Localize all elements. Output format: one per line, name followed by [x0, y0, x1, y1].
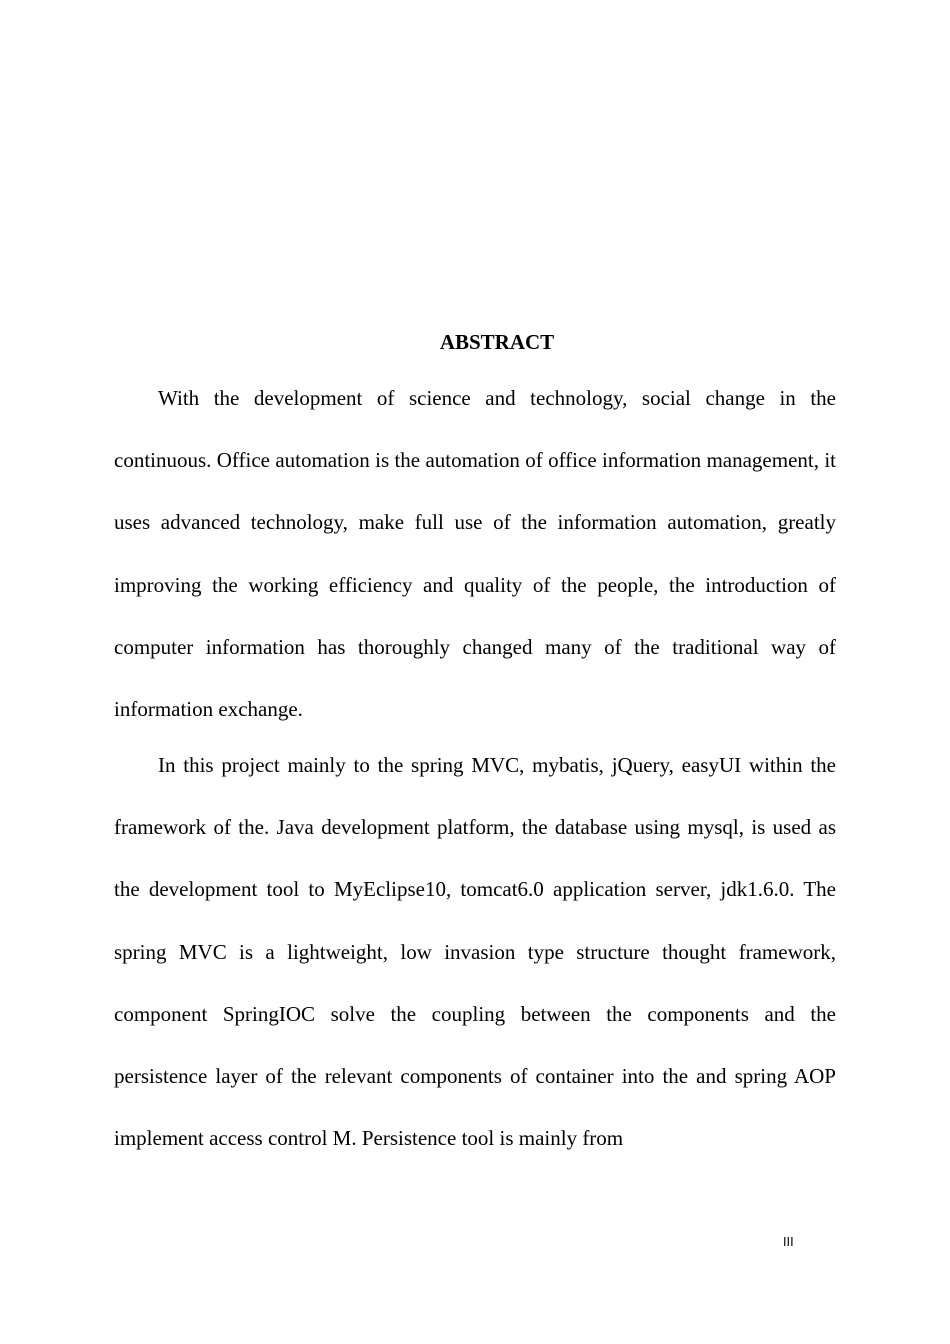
page-number: III	[783, 1235, 794, 1249]
abstract-heading: ABSTRACT	[439, 330, 555, 354]
abstract-paragraph-2: In this project mainly to the spring MVC, mybatis, jQuery, easyUI within the framework of the. Java development platform, the database using mysql, is used as the development tool to MyEclipse10, tomcat6.0 application server, jdk1.6.0. The spring MVC is a lightweight, low invasion type structure thought framework, component SpringIOC solve the coupling between the components and the persistence layer of the relevant components of container into the and spring AOP implement access control M. Persistence tool is mainly from	[114, 753, 836, 1151]
abstract-paragraph-1: With the development of science and technology, social change in the continuous. Office automation is the automation of office information management, it uses advanced technology, make full use of the information automation, greatly improving the working efficiency and quality of the people, the introduction of computer information has thoroughly changed many of the traditional way of information exchange.	[114, 386, 836, 722]
